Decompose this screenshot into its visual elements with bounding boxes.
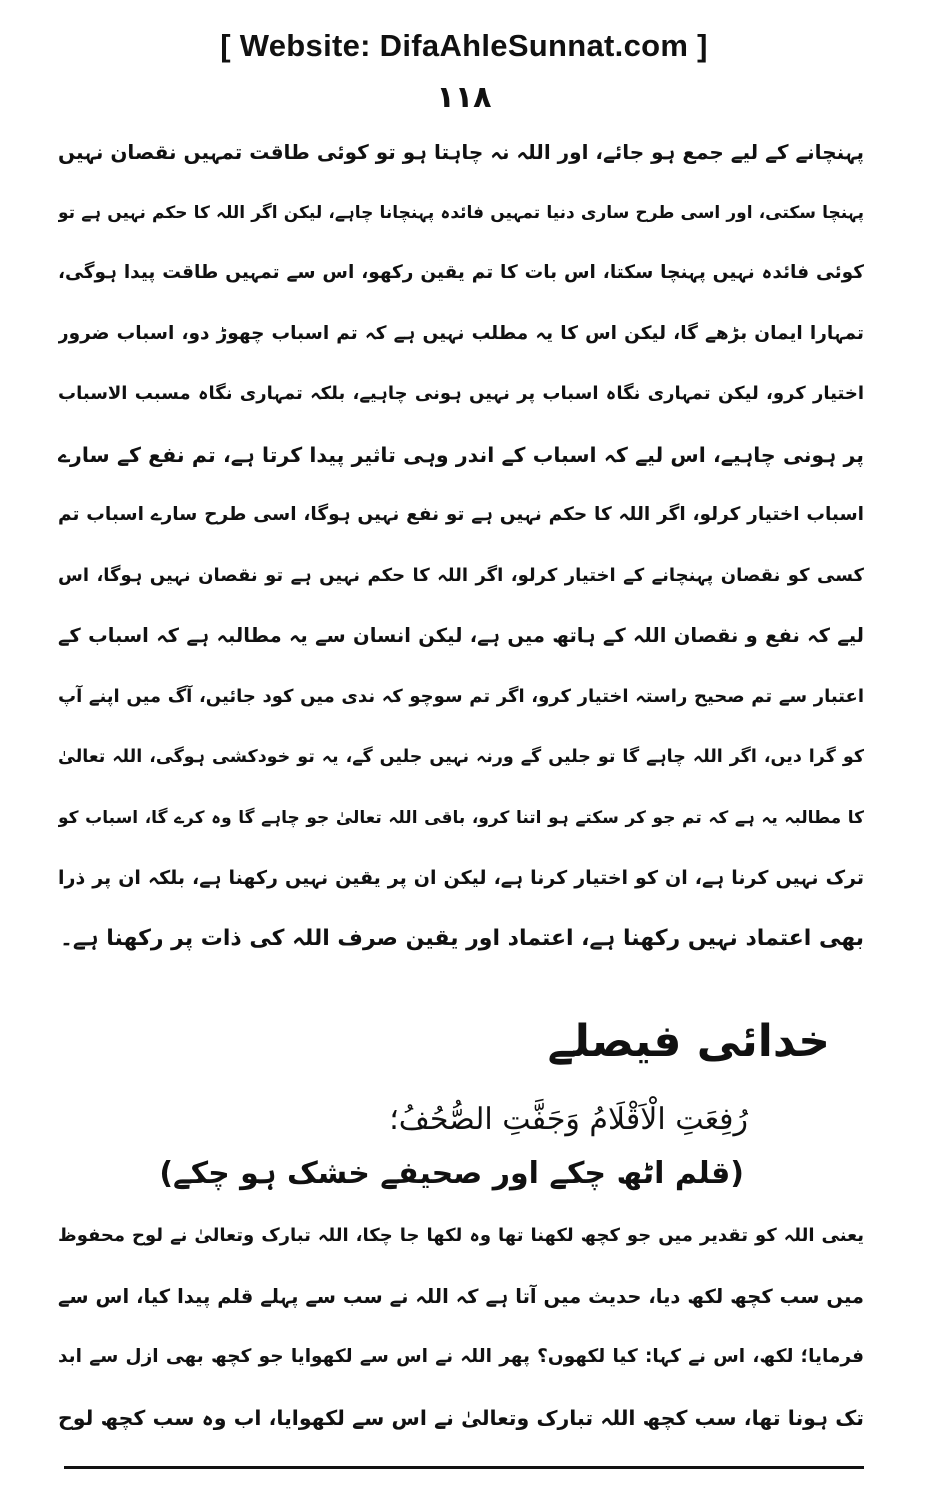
section-heading: خدائی فیصلے — [547, 1016, 830, 1067]
paragraph-2 — [58, 1206, 864, 1448]
paragraph-1 — [58, 122, 864, 969]
text-line: میں سب کچھ لکھ دیا، حدیث میں آتا ہے کہ اللہ نے سب سے پہلے قلم پیدا کیا، اس سے — [58, 1284, 864, 1308]
page-number: ١١٨ — [436, 80, 492, 115]
text-line: پہنچا سکتی، اور اسی طرح ساری دنیا تمہیں فائدہ پہنچانا چاہے، لیکن اگر اللہ کا حکم نہیں ہے تو — [58, 202, 864, 223]
text-line: تمہارا ایمان بڑھے گا، لیکن اس کا یہ مطلب نہیں ہے کہ تم اسباب چھوڑ دو، اسباب ضرور — [58, 322, 864, 344]
text-line: یعنی اللہ کو تقدیر میں جو کچھ لکھنا تھا وہ لکھا جا چکا، اللہ تبارک وتعالیٰ نے لوح محفوظ — [58, 1225, 864, 1246]
text-line: تک ہونا تھا، سب کچھ اللہ تبارک وتعالیٰ نے اس سے لکھوایا، اب وہ سب کچھ لوح — [58, 1405, 864, 1430]
text-line: فرمایا؛ لکھ، اس نے کہا: کیا لکھوں؟ پھر اللہ نے اس سے لکھوایا جو کچھ بھی ازل سے ابد — [58, 1346, 864, 1367]
text-line: بھی اعتماد نہیں رکھنا ہے، اعتماد اور یقین صرف اللہ کی ذات پر رکھنا ہے۔ — [59, 925, 864, 951]
text-line: ترک نہیں کرنا ہے، ان کو اختیار کرنا ہے، لیکن ان پر یقین نہیں رکھنا ہے، بلکہ ان پر ذرا — [58, 867, 864, 889]
hadith-translation: (قلم اٹھ چکے اور صحیفے خشک ہو چکے) — [159, 1156, 744, 1191]
text-line: کو گرا دیں، اگر اللہ چاہے گا تو جلیں گے ورنہ نہیں جلیں گے، یہ تو خودکشی ہوگی، اللہ تعالیٰ — [58, 747, 864, 767]
text-line: کا مطالبہ یہ ہے کہ تم جو کر سکتے ہو اتنا کرو، باقی اللہ تعالیٰ جو چاہے گا وہ کرے گا، اسباب کو — [58, 807, 864, 828]
text-line: پہنچانے کے لیے جمع ہو جائے، اور اللہ نہ چاہتا ہو تو کوئی طاقت تمہیں نقصان نہیں — [58, 140, 864, 164]
footer-rule — [64, 1466, 864, 1469]
text-line: پر ہونی چاہیے، اس لیے کہ اسباب کے اندر وہی تاثیر پیدا کرتا ہے، تم نفع کے سارے — [58, 442, 864, 467]
website-header: [ Website: DifaAhleSunnat.com ] — [220, 28, 708, 63]
text-line: اعتبار سے تم صحیح راستہ اختیار کرو، اگر تم سوچو کہ ندی میں کود جائیں، آگ میں اپنے آپ — [58, 685, 864, 707]
text-line: کسی کو نقصان پہنچانے کے اختیار کرلو، اگر اللہ کا حکم نہیں ہے تو نقصان نہیں ہوگا، اس — [58, 564, 864, 586]
hadith-arabic: رُفِعَتِ الْاَقْلَامُ وَجَفَّتِ الصُّحُفُ؛ — [389, 1102, 748, 1137]
text-line: اختیار کرو، لیکن تمہاری نگاہ اسباب پر نہیں ہونی چاہیے، بلکہ تمہاری نگاہ مسبب الاسباب — [58, 383, 864, 404]
text-line: کوئی فائدہ نہیں پہنچا سکتا، اس بات کا تم یقین رکھو، اس سے تمہیں طاقت پیدا ہوگی، — [58, 262, 864, 283]
text-line: لیے کہ نفع و نقصان اللہ کے ہاتھ میں ہے، لیکن انسان سے یہ مطالبہ ہے کہ اسباب کے — [58, 624, 864, 647]
text-line: اسباب اختیار کرلو، اگر اللہ کا حکم نہیں ہے تو نفع نہیں ہوگا، اسی طرح سارے اسباب تم — [58, 504, 864, 525]
